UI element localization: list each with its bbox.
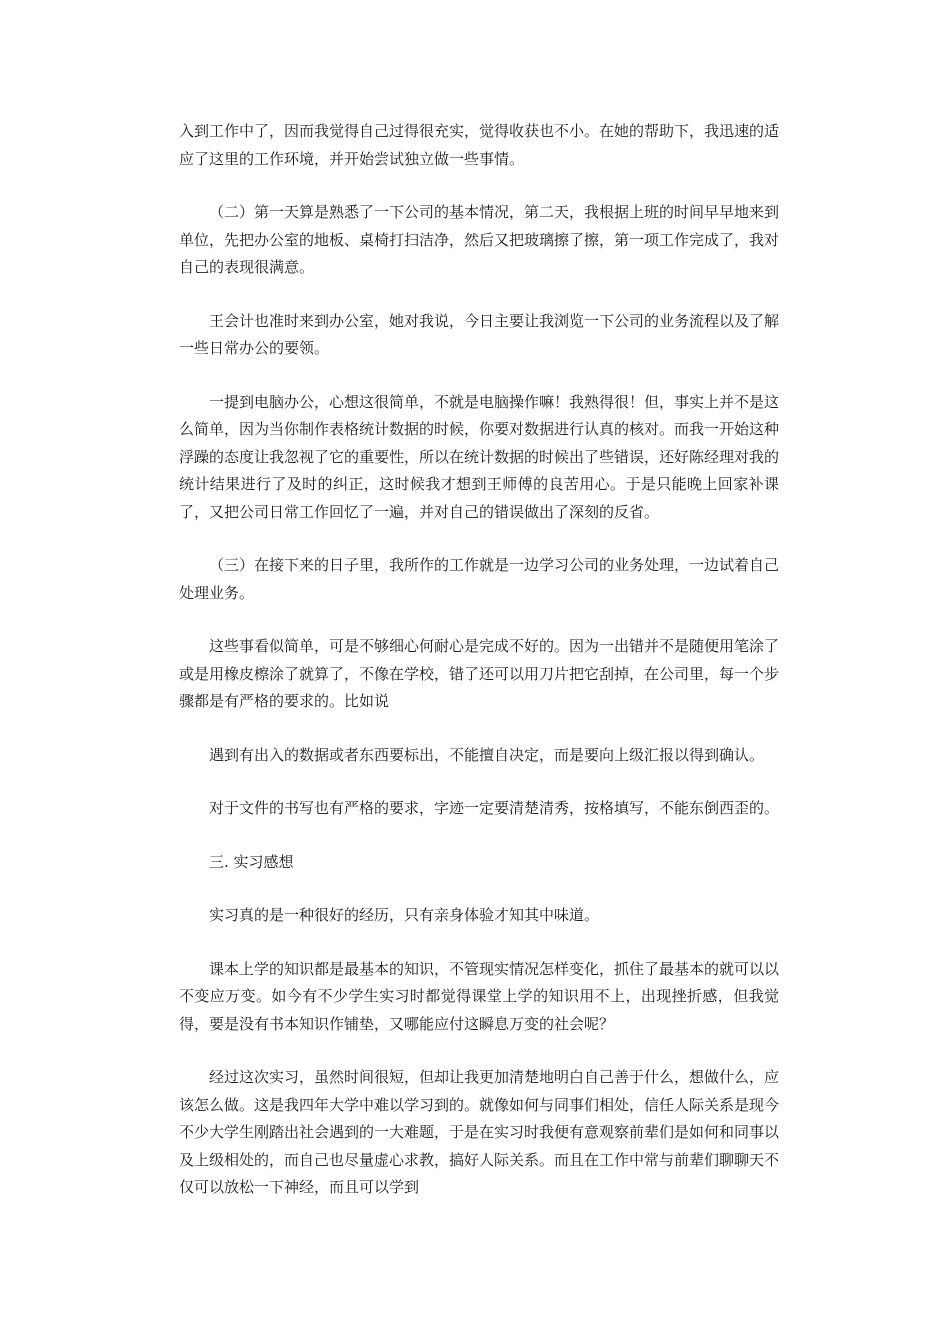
paragraph-reflection: 经过这次实习，虽然时间很短，但却让我更加清楚地明白自己善于什么，想做什么，应该怎么做。这是我四年大学中难以学习到的。就像如何与同事们相处，信任人际关系是现今不少大学生刚踏出社会遇到的一大难题，于是在实习时我便有意观察前辈们是如何和同事以及上级相处的，而自己也尽量虚心求教，搞好人际关系。而且在工作中常与前辈们聊聊天不仅可以放松一下神经，而且可以学到	[179, 1068, 780, 1196]
paragraph-experience: 实习真的是一种很好的经历，只有亲身体验才知其中味道。	[209, 906, 600, 924]
paragraph-following-days: （三）在接下来的日子里，我所作的工作就是一边学习公司的业务处理，一边试着自己处理业务。	[179, 556, 780, 602]
paragraph-report-data: 遇到有出入的数据或者东西要标出，不能擅自决定，而是要向上级汇报以得到确认。	[209, 745, 765, 764]
paragraph-computer-work: 一提到电脑办公，心想这很简单，不就是电脑操作嘛！我熟得很！但，事实上并不是这么简单，因为当你制作表格统计数据的时候，你要对数据进行认真的核对。而我一开始这种浮躁的态度让我忽视了它的重要性，所以在统计数据的时候出了些错误，还好陈经理对我的统计结果进行了及时的纠正，这时候我才想到王师傅的良苦用心。于是只能晚上回家补课了，又把公司日常工作回忆了一遍，并对自己的错误做出了深刻的反省。	[179, 392, 780, 521]
paragraph-careful-work: 这些事看似简单，可是不够细心何耐心是完成不好的。因为一出错并不是随便用笔涂了或是用橡皮檫涂了就算了，不像在学校，错了还可以用刀片把它刮掉，在公司里，每一个步骤都是有严格的要求的。比如说	[179, 637, 780, 710]
paragraph-writing-rules: 对于文件的书写也有严格的要求，字迹一定要清楚清秀，按格填写，不能东倒西歪的。	[209, 799, 780, 817]
paragraph-textbook-knowledge: 课本上学的知识都是最基本的知识，不管现实情况怎样变化，抓住了最基本的就可以以不变应万变。如今有不少学生实习时都觉得课堂上学的知识用不上，出现挫折感，但我觉得，要是没有书本知识作铺垫，又哪能应付这瞬息万变的社会呢？	[179, 959, 780, 1033]
section-heading: 三. 实习感想	[209, 852, 294, 871]
paragraph-accountant: 王会计也准时来到办公室，她对我说，今日主要让我浏览一下公司的业务流程以及了解一些日常办公的要领。	[179, 311, 780, 357]
paragraph-continued: 入到工作中了，因而我觉得自己过得很充实，觉得收获也不小。在她的帮助下，我迅速的适应了这里的工作环境，并开始尝试独立做一些事情。	[179, 122, 780, 168]
document-body	[179, 118, 779, 1228]
paragraph-day-two: （二）第一天算是熟悉了一下公司的基本情况，第二天，我根据上班的时间早早地来到单位，先把办公室的地板、桌椅打扫洁净，然后又把玻璃擦了擦，第一项工作完成了，我对自己的表现很满意。	[179, 203, 780, 276]
